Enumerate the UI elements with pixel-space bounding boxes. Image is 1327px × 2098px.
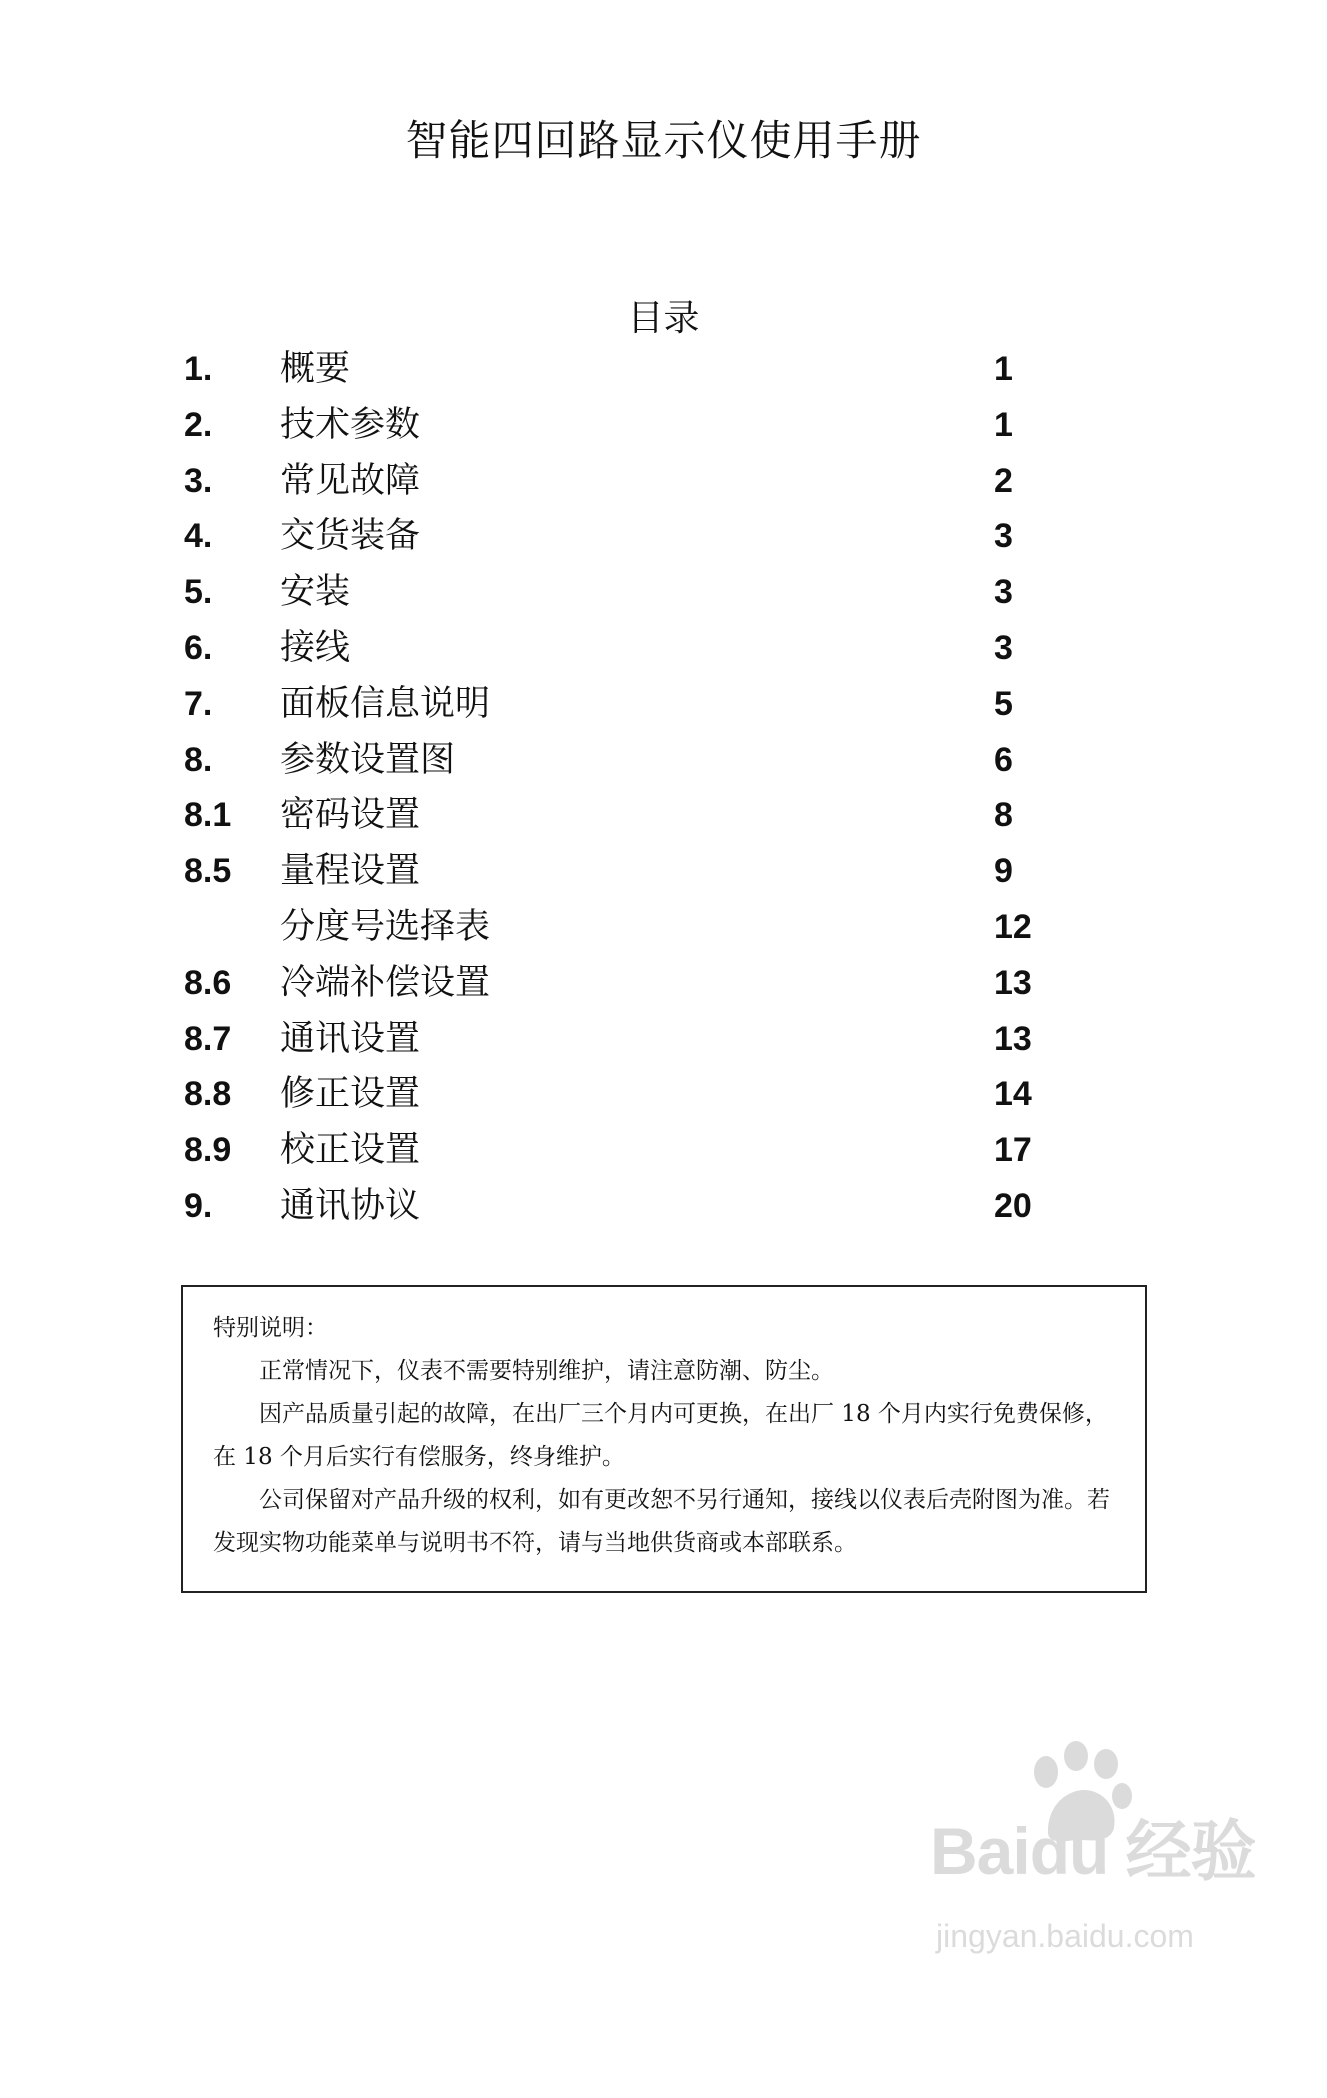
toc-row[interactable]	[184, 844, 1084, 900]
toc-number: 4.	[184, 517, 213, 556]
toc-label: 技术参数	[280, 404, 421, 445]
toc-heading: 目录	[627, 298, 700, 339]
toc-label: 冷端补偿设置	[280, 962, 491, 1003]
toc-row[interactable]	[184, 621, 1084, 677]
toc-number: 8.9	[184, 1131, 232, 1170]
toc-number: 9.	[184, 1186, 213, 1225]
toc-label: 接线	[280, 627, 351, 668]
toc-number: 8.1	[184, 796, 232, 835]
toc-label: 通讯协议	[280, 1185, 421, 1226]
toc-row[interactable]	[184, 788, 1084, 844]
toc-number: 8.5	[184, 852, 232, 891]
toc-page-number: 14	[994, 1075, 1032, 1114]
toc-page-number: 12	[994, 907, 1032, 946]
toc-row[interactable]	[184, 900, 1084, 956]
toc-row[interactable]	[184, 1067, 1084, 1123]
toc-page-number: 13	[994, 1019, 1032, 1058]
toc-page-number: 3	[994, 573, 1013, 612]
toc-number: 7.	[184, 684, 213, 723]
toc-label: 交货装备	[280, 516, 421, 557]
toc-row[interactable]	[184, 1123, 1084, 1179]
toc-row[interactable]	[184, 677, 1084, 733]
toc-page-number: 13	[994, 963, 1032, 1002]
toc-number: 8.8	[184, 1075, 232, 1114]
toc-label: 分度号选择表	[280, 906, 491, 947]
toc-page-number: 9	[994, 852, 1013, 891]
toc-page-number: 3	[994, 628, 1013, 667]
toc-number: 1.	[184, 350, 213, 388]
toc-number: 5.	[184, 573, 213, 612]
toc-page-number: 1	[994, 350, 1013, 388]
toc-page-number: 20	[994, 1186, 1032, 1225]
toc-label: 修正设置	[280, 1074, 421, 1115]
toc-row[interactable]	[184, 454, 1084, 510]
toc-number: 8.	[184, 740, 213, 779]
toc-label: 通讯设置	[280, 1018, 421, 1059]
toc-page-number: 3	[994, 517, 1013, 556]
toc-label: 量程设置	[280, 851, 421, 892]
baidu-jingyan-watermark	[930, 1740, 1260, 2040]
table-of-contents	[184, 342, 1084, 1235]
toc-number: 2.	[184, 405, 213, 444]
notice-paragraph: 正常情况下，仪表不需要特别维护，请注意防潮、防尘。	[259, 1358, 834, 1384]
toc-page-number: 5	[994, 684, 1013, 723]
notice-paragraph: 因产品质量引起的故障，在出厂三个月内可更换，在出厂 18 个月内实行免费保修，在 18 个月后实行有偿服务，终身维护。	[213, 1401, 1108, 1470]
toc-page-number: 2	[994, 461, 1013, 500]
toc-label: 参数设置图	[280, 739, 456, 780]
toc-row[interactable]	[184, 733, 1084, 789]
toc-row[interactable]	[184, 565, 1084, 621]
toc-page-number: 8	[994, 796, 1013, 835]
notice-paragraph: 公司保留对产品升级的权利，如有更改恕不另行通知，接线以仪表后壳附图为准。若发现实物功能菜单与说明书不符，请与当地供货商或本部联系。	[213, 1487, 1110, 1556]
toc-label: 面板信息说明	[280, 683, 491, 724]
toc-page-number: 1	[994, 405, 1013, 444]
watermark-url: jingyan.baidu.com	[936, 1918, 1194, 1954]
toc-page-number: 17	[994, 1131, 1032, 1170]
notice-title: 特别说明：	[213, 1315, 328, 1341]
toc-row[interactable]	[184, 509, 1084, 565]
toc-number: 6.	[184, 628, 213, 667]
special-notice-box	[181, 1285, 1147, 1593]
toc-row[interactable]	[184, 956, 1084, 1012]
toc-label: 密码设置	[280, 795, 421, 836]
toc-row[interactable]	[184, 1179, 1084, 1235]
toc-label: 安装	[280, 572, 351, 613]
toc-number: 3.	[184, 461, 213, 500]
toc-page-number: 6	[994, 740, 1013, 779]
toc-row[interactable]	[184, 398, 1084, 454]
toc-label: 校正设置	[280, 1130, 421, 1171]
toc-label: 常见故障	[280, 460, 421, 501]
watermark-brand: Baidu 经验	[930, 1814, 1256, 1888]
toc-row[interactable]	[184, 1012, 1084, 1068]
toc-label: 概要	[280, 349, 351, 389]
toc-number: 8.6	[184, 963, 232, 1002]
toc-number: 8.7	[184, 1019, 232, 1058]
toc-row[interactable]	[184, 342, 1084, 398]
page-title: 智能四回路显示仪使用手册	[405, 116, 922, 165]
